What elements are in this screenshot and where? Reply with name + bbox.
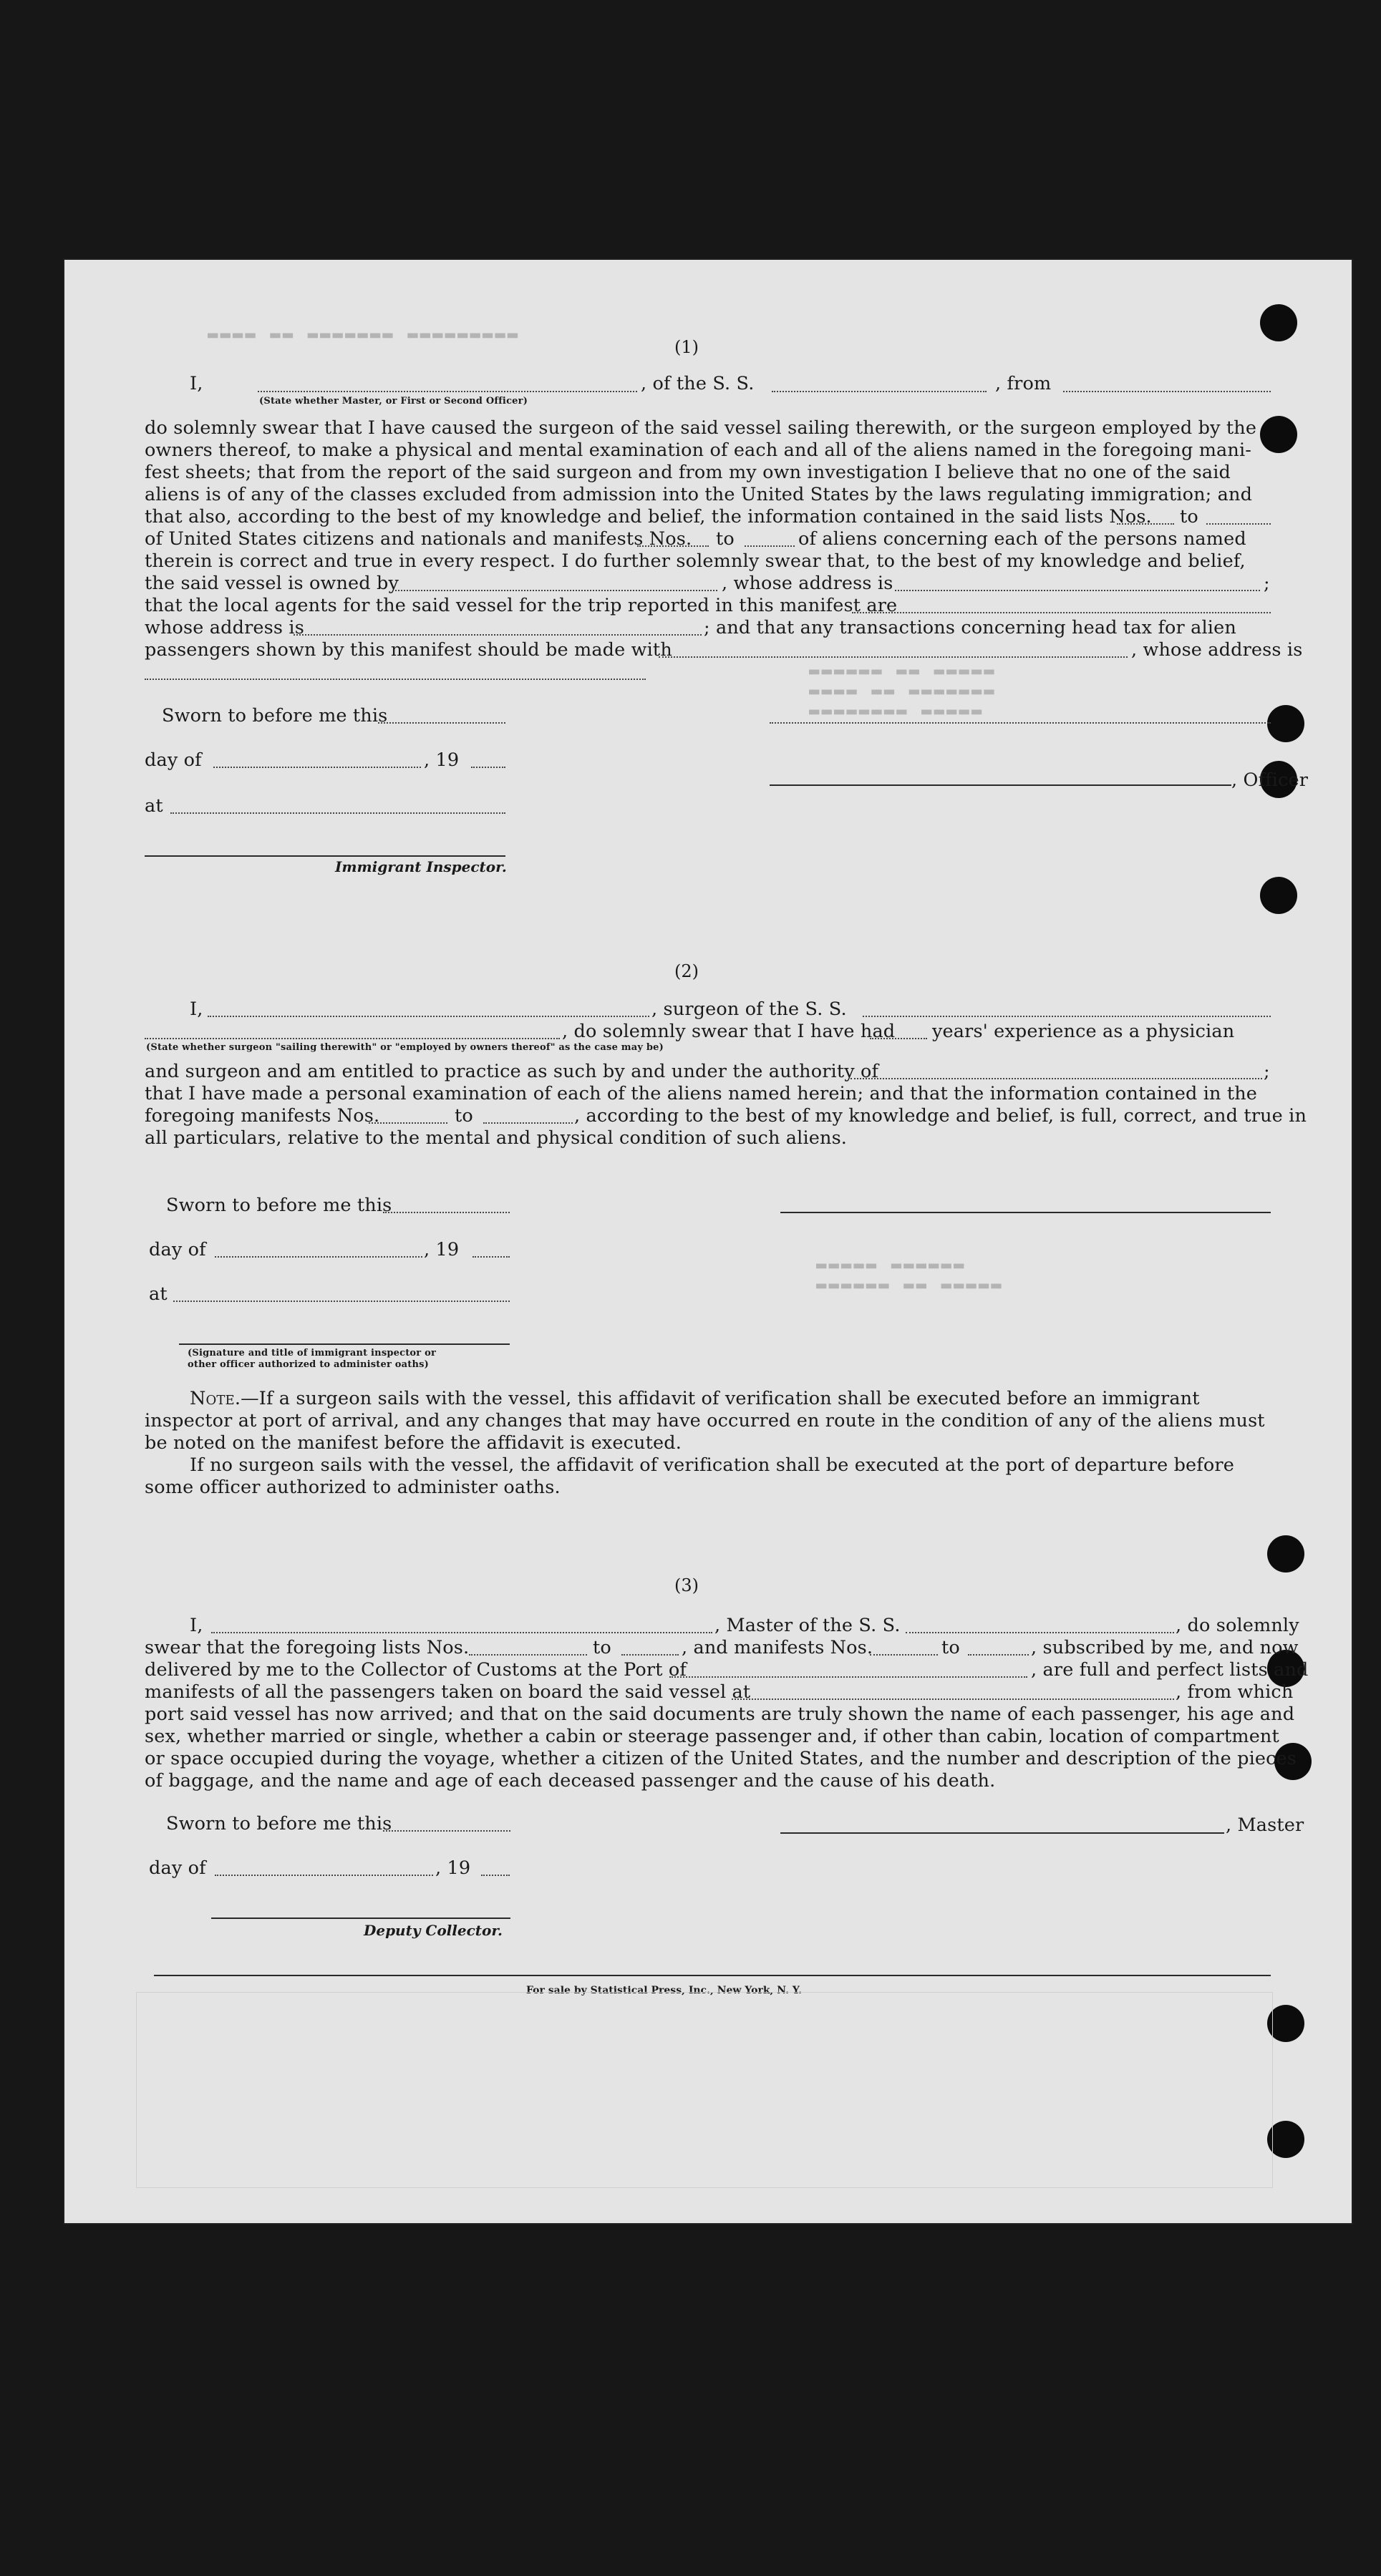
deputy-collector-signature-line bbox=[211, 1918, 510, 1919]
owner-field bbox=[395, 590, 717, 591]
years-experience-field bbox=[870, 1038, 927, 1039]
punch-hole bbox=[1260, 416, 1297, 453]
s3-l5: port said vessel has now arrived; and that on the said documents are truly shown the name of each passenger, his age and bbox=[145, 1703, 1295, 1725]
s3-manifests-to-field bbox=[968, 1654, 1029, 1656]
s2-sig-note-1: (Signature and title of immigrant inspector or bbox=[188, 1348, 436, 1359]
s2-sailing-status-field bbox=[145, 1038, 560, 1039]
s1-year-field bbox=[471, 767, 505, 768]
agents-address-field bbox=[294, 634, 702, 636]
s1-line-4: aliens is of any of the classes excluded from admission into the United States by the laws regulating immigration; and bbox=[145, 484, 1253, 505]
s1-year-label: , 19 bbox=[424, 749, 460, 771]
note-heading: Note. bbox=[190, 1388, 241, 1409]
s1-line-1: do solemnly swear that I have caused the surgeon of the said vessel sailing therewith, or the surgeon employed by the bbox=[145, 417, 1257, 439]
s3-l2c: , and manifests Nos. bbox=[682, 1637, 873, 1658]
s1-line-9: that the local agents for the said vessel for the trip reported in this manifest are bbox=[145, 595, 898, 616]
s1-line-2: owners thereof, to make a physical and mental examination of each and all of the aliens named in the foregoing mani- bbox=[145, 439, 1252, 461]
s3-sworn-label: Sworn to before me this bbox=[166, 1813, 392, 1834]
s3-master-label: , Master bbox=[1226, 1814, 1304, 1836]
s1-line-10: whose address is bbox=[145, 617, 304, 638]
s2-official-signature-line bbox=[179, 1343, 510, 1345]
inspector-signature-line bbox=[145, 855, 505, 857]
s1-semicolon: ; bbox=[1264, 573, 1270, 594]
s2-note-5: some officer authorized to administer oaths. bbox=[145, 1477, 561, 1498]
s2-note-4: If no surgeon sails with the vessel, the affidavit of verification shall be executed at the port of departure before bbox=[190, 1454, 1234, 1476]
s1-line-3: fest sheets; that from the report of the said surgeon and from my own investigation I believe that no one of the said bbox=[145, 462, 1231, 483]
s3-l2a: swear that the foregoing lists Nos. bbox=[145, 1637, 470, 1658]
s3-ship-name-field bbox=[906, 1632, 1174, 1633]
punch-hole bbox=[1267, 705, 1304, 742]
s3-l3b: , are full and perfect lists and bbox=[1031, 1659, 1309, 1681]
s3-lists-to-field bbox=[621, 1654, 679, 1656]
s2-line-4b: to bbox=[455, 1105, 473, 1127]
punch-hole bbox=[1267, 1535, 1304, 1573]
s2-manifests-from-field bbox=[369, 1122, 447, 1124]
s1-from-label: , from bbox=[995, 373, 1052, 394]
master-name-field bbox=[258, 391, 637, 392]
from-port-field bbox=[1063, 391, 1271, 392]
s2-year-label: , 19 bbox=[424, 1239, 460, 1260]
s2-note-1 bbox=[190, 1388, 1200, 1410]
s1-month-field bbox=[213, 767, 421, 768]
s3-do-solemnly: , do solemnly bbox=[1176, 1615, 1299, 1636]
s2-solemnly: , do solemnly swear that I have had bbox=[562, 1021, 896, 1042]
s2-sworn-day-field bbox=[383, 1212, 510, 1213]
s1-whose-address-end: , whose address is bbox=[1131, 639, 1303, 661]
s2-line-2: and surgeon and am entitled to practice as such by and under the authority of bbox=[145, 1061, 879, 1082]
s1-line-11: passengers shown by this manifest should be made with bbox=[145, 639, 672, 661]
bleed-through-text: ▬▬▬▬▬ ▬▬▬▬▬▬ ▬▬▬▬▬▬ ▬▬ ▬▬▬▬▬ bbox=[816, 1255, 1004, 1295]
s2-note-3: be noted on the manifest before the affidavit is executed. bbox=[145, 1432, 682, 1454]
printer-imprint: For sale by Statistical Press, Inc., New York, N. Y. bbox=[526, 1985, 802, 1996]
s3-deputy-label: Deputy Collector. bbox=[364, 1922, 503, 1939]
s2-day-of-label: day of bbox=[149, 1239, 206, 1260]
surgeon-signature-line bbox=[780, 1212, 1271, 1213]
s1-owner-address-label: , whose address is bbox=[722, 573, 893, 594]
lists-nos-to-field bbox=[1206, 523, 1271, 525]
s2-surgeon-of-ss: , surgeon of the S. S. bbox=[651, 998, 847, 1020]
s1-line-8: the said vessel is owned by bbox=[145, 573, 399, 594]
authority-field bbox=[851, 1078, 1262, 1079]
s2-at-label: at bbox=[149, 1283, 168, 1305]
bleed-through-text: ▬▬▬▬ ▬▬ ▬▬▬▬▬▬▬ ▬▬▬▬▬▬▬▬▬ bbox=[208, 324, 520, 344]
s1-of-aliens: of aliens concerning each of the persons named bbox=[798, 528, 1246, 550]
bleed-through-text: ▬▬▬▬▬▬ ▬▬ ▬▬▬▬▬ ▬▬▬▬ ▬▬ ▬▬▬▬▬▬▬ ▬▬▬▬▬▬▬▬ ▬▬▬▬▬ bbox=[809, 661, 997, 721]
s3-l4b: , from which bbox=[1176, 1681, 1294, 1703]
s2-ship-name-field bbox=[863, 1016, 1271, 1017]
s1-to-label-2: to bbox=[716, 528, 735, 550]
s1-place-field bbox=[170, 812, 505, 814]
s2-line-3: that I have made a personal examination of each of the aliens named herein; and that the information contained in the bbox=[145, 1083, 1258, 1104]
s2-place-field bbox=[173, 1301, 510, 1302]
s2-line-4c: , according to the best of my knowledge and belief, is full, correct, and true in bbox=[574, 1105, 1307, 1127]
section-3-number: (3) bbox=[674, 1575, 699, 1595]
document-sheet bbox=[64, 260, 1352, 2223]
surgeon-name-field bbox=[208, 1016, 649, 1017]
footer-rule bbox=[154, 1975, 1271, 1976]
s1-to-label: to bbox=[1180, 506, 1198, 528]
s2-month-field bbox=[215, 1256, 422, 1258]
s3-l7: or space occupied during the voyage, whether a citizen of the United States, and the number and description of the pieces bbox=[145, 1748, 1297, 1769]
s3-l6: sex, whether married or single, whether a cabin or steerage passenger and, if other than cabin, location of compartment bbox=[145, 1726, 1279, 1747]
note-text-1: —If a surgeon sails with the vessel, this affidavit of verification shall be executed before an immigrant bbox=[241, 1388, 1200, 1409]
lists-nos-from-field bbox=[1117, 523, 1174, 525]
s3-embark-port-field bbox=[732, 1698, 1174, 1700]
head-tax-address-field bbox=[145, 679, 646, 680]
s3-year-field bbox=[481, 1875, 510, 1876]
s1-i-label: I, bbox=[190, 373, 203, 394]
s2-semicolon: ; bbox=[1264, 1061, 1270, 1082]
s3-manifests-from-field bbox=[870, 1654, 938, 1656]
owner-address-field bbox=[895, 590, 1260, 591]
bottom-blank-area bbox=[136, 1992, 1273, 2188]
section-2-number: (2) bbox=[674, 961, 699, 981]
s3-master-name-field bbox=[211, 1632, 712, 1633]
s1-sworn-label: Sworn to before me this bbox=[162, 705, 388, 726]
s2-surgeon-note: (State whether surgeon "sailing therewith" or "employed by owners thereof" as the case may be) bbox=[146, 1042, 664, 1053]
manifests-nos-to-field bbox=[745, 545, 795, 547]
s3-sworn-day-field bbox=[383, 1830, 510, 1832]
s3-l2d: to bbox=[941, 1637, 960, 1658]
s3-month-field bbox=[215, 1875, 433, 1876]
s2-year-field bbox=[473, 1256, 510, 1258]
local-agents-field bbox=[852, 612, 1271, 613]
s3-lists-from-field bbox=[469, 1654, 587, 1656]
s2-i-label: I, bbox=[190, 998, 203, 1020]
s2-manifests-to-field bbox=[483, 1122, 573, 1124]
s1-head-tax: ; and that any transactions concerning head tax for alien bbox=[704, 617, 1236, 638]
s3-day-of-label: day of bbox=[149, 1857, 206, 1879]
s1-sworn-day-field bbox=[378, 722, 505, 724]
punch-hole bbox=[1260, 877, 1297, 914]
s1-at-label: at bbox=[145, 795, 163, 817]
s2-sig-note-2: other officer authorized to administer oaths) bbox=[188, 1359, 429, 1370]
s1-of-ss-label: , of the S. S. bbox=[641, 373, 755, 394]
s3-l2b: to bbox=[593, 1637, 611, 1658]
s3-master-of-ss: , Master of the S. S. bbox=[714, 1615, 901, 1636]
s1-line-6: of United States citizens and nationals and manifests Nos. bbox=[145, 528, 692, 550]
s3-i-label: I, bbox=[190, 1615, 203, 1636]
s3-l8: of baggage, and the name and age of each deceased passenger and the cause of his death. bbox=[145, 1770, 996, 1792]
section-1-number: (1) bbox=[674, 337, 699, 357]
s2-sworn-label: Sworn to before me this bbox=[166, 1195, 392, 1216]
s3-l2e: , subscribed by me, and now bbox=[1031, 1637, 1299, 1658]
s1-master-note: (State whether Master, or First or Second Officer) bbox=[259, 396, 528, 407]
s1-day-of-label: day of bbox=[145, 749, 202, 771]
s1-line-5: that also, according to the best of my knowledge and belief, the information contained in the said lists Nos. bbox=[145, 506, 1152, 528]
s3-l3a: delivered by me to the Collector of Customs at the Port of bbox=[145, 1659, 687, 1681]
s3-l4a: manifests of all the passengers taken on board the said vessel at bbox=[145, 1681, 751, 1703]
punch-hole bbox=[1260, 304, 1297, 341]
s2-note-2: inspector at port of arrival, and any changes that may have occurred en route in the condition of any of the aliens must bbox=[145, 1410, 1265, 1432]
s2-line-5: all particulars, relative to the mental and physical condition of such aliens. bbox=[145, 1127, 848, 1149]
s1-officer-label: , Officer bbox=[1231, 769, 1309, 791]
officer-signature-line-1 bbox=[770, 722, 1271, 724]
officer-signature-line bbox=[770, 784, 1231, 786]
s2-years: years' experience as a physician bbox=[932, 1021, 1235, 1042]
s2-line-4a: foregoing manifests Nos. bbox=[145, 1105, 380, 1127]
head-tax-party-field bbox=[659, 656, 1128, 658]
master-signature-line bbox=[780, 1832, 1224, 1834]
s1-inspector-label: Immigrant Inspector. bbox=[335, 858, 507, 875]
manifests-nos-from-field bbox=[637, 545, 709, 547]
s1-line-7: therein is correct and true in every respect. I do further solemnly swear that, to the best of my knowledge and belief, bbox=[145, 550, 1246, 572]
s3-port-field bbox=[669, 1676, 1027, 1678]
s3-year-label: , 19 bbox=[435, 1857, 471, 1879]
ship-name-field bbox=[772, 391, 987, 392]
